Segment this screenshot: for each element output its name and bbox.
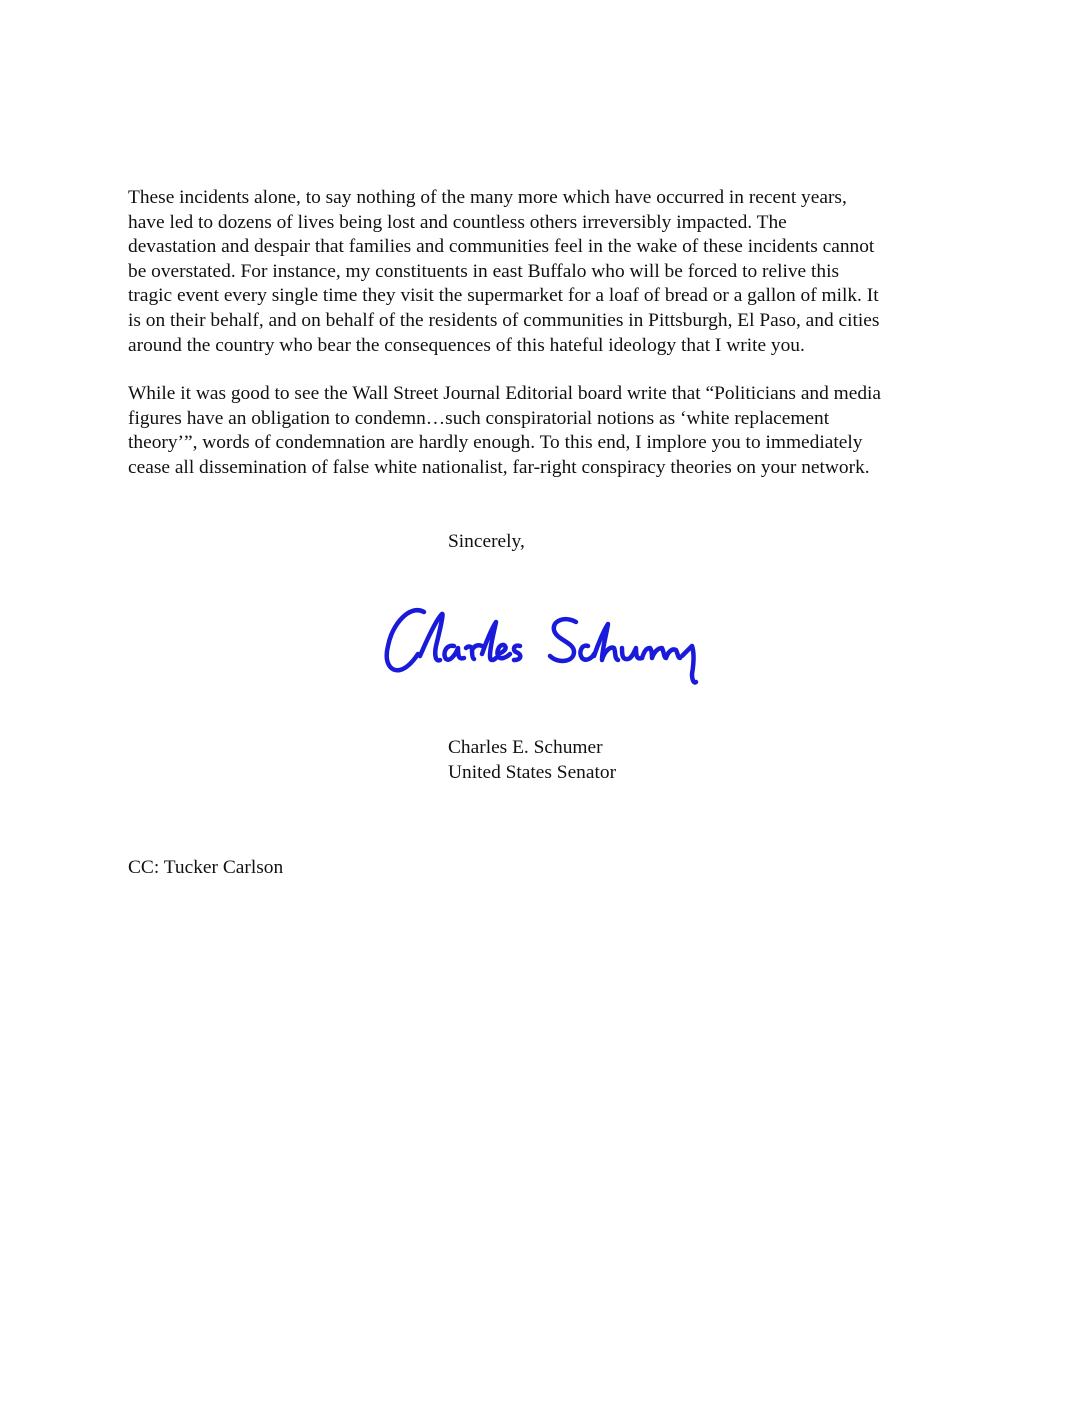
signer-name: Charles E. Schumer [448,737,603,758]
paragraph-line: have led to dozens of lives being lost and countless others irreversibly impacted. The [128,211,787,233]
paragraph-line: be overstated. For instance, my constituents in east Buffalo who will be forced to relive this [128,260,840,282]
paragraph-line: theory’”, words of condemnation are hardly enough. To this end, I implore you to immediately [128,432,863,454]
paragraph-line: tragic event every single time they visit the supermarket for a loaf of bread or a gallon of milk. It [128,285,879,307]
paragraph-line: around the country who bear the consequences of this hateful ideology that I write you. [128,334,805,356]
handwritten-signature [380,596,710,696]
body-paragraph-2 [128,382,968,480]
closing-salutation: Sincerely, [448,531,525,552]
body-paragraph-1 [128,186,968,358]
cc-line: CC: Tucker Carlson [128,857,284,878]
paragraph-line: These incidents alone, to say nothing of the many more which have occurred in recent years, [128,187,847,208]
paragraph-line: is on their behalf, and on behalf of the residents of communities in Pittsburgh, El Paso, and cities [128,309,880,331]
signer-title: United States Senator [448,762,617,783]
paragraph-line: figures have an obligation to condemn…such conspiratorial notions as ‘white replacement [128,407,830,429]
paragraph-line: devastation and despair that families and communities feel in the wake of these incidents cannot [128,236,875,258]
paragraph-line: While it was good to see the Wall Street Journal Editorial board write that “Politicians and media [128,383,882,404]
paragraph-line: cease all dissemination of false white nationalist, far-right conspiracy theories on your network. [128,456,870,478]
